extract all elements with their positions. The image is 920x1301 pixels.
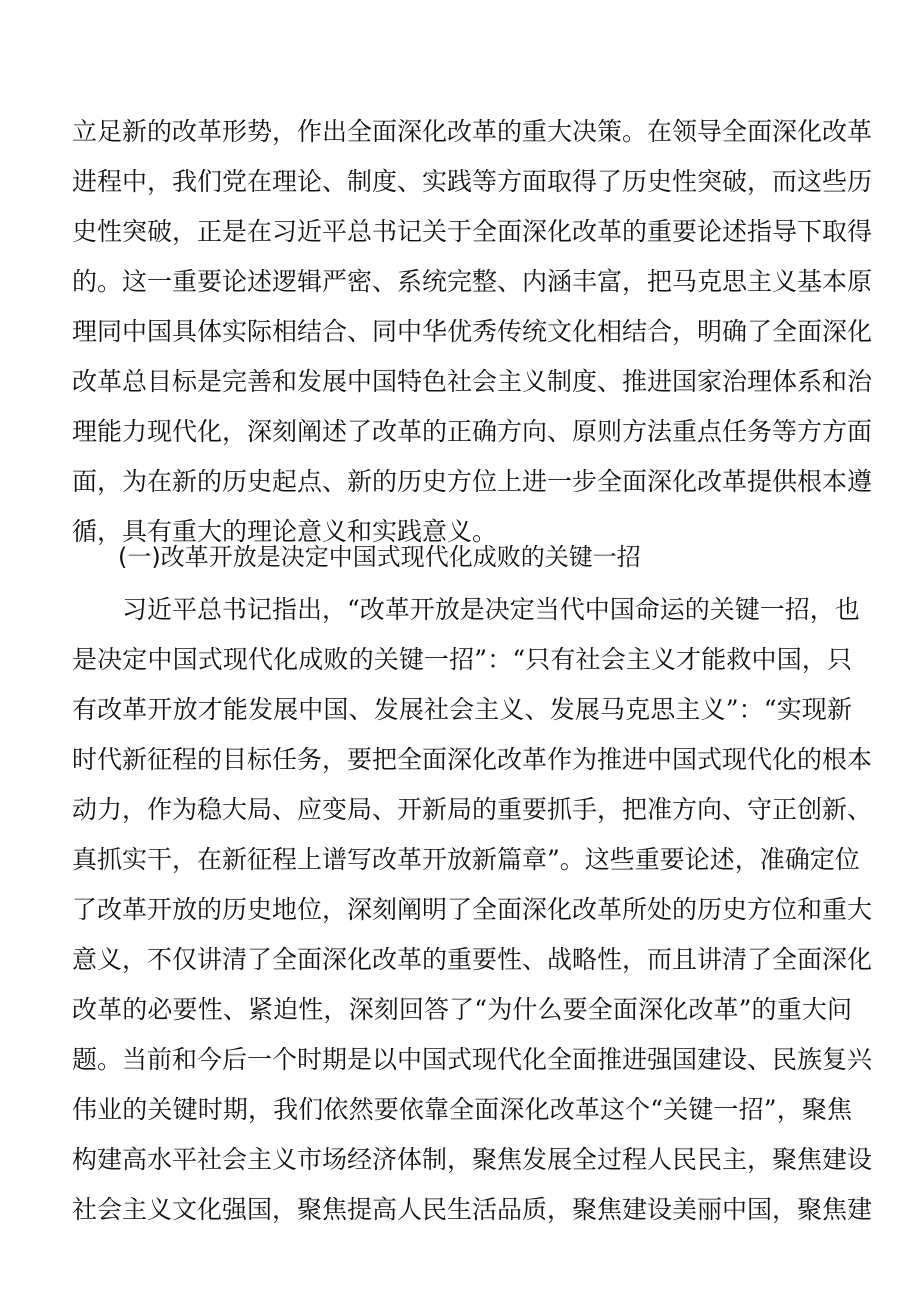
- paragraph1-line: 的。这一重要论述逻辑严密、系统完整、内涵丰富，把马克思主义基本原: [72, 267, 873, 296]
- section-heading: (一)改革开放是决定中国式现代化成败的关键一招: [118, 543, 641, 571]
- paragraph2-line: 意义，不仅讲清了全面深化改革的重要性、战略性，而且讲清了全面深化: [72, 945, 873, 974]
- paragraph1-line: 循，具有重大的理论意义和实践意义。: [72, 517, 498, 546]
- paragraph2-line: 动力，作为稳大局、应变局、开新局的重要抓手，把准方向、守正创新、: [72, 795, 873, 824]
- paragraph2-line: 了改革开放的历史地位，深刻阐明了全面深化改革所处的历史方位和重大: [72, 895, 873, 924]
- paragraph2-line: 伟业的关键时期，我们依然要依靠全面深化改革这个“关键一招”，聚焦: [72, 1095, 852, 1124]
- paragraph2-line: 习近平总书记指出，“改革开放是决定当代中国命运的关键一招，也: [122, 595, 860, 624]
- paragraph1-line: 立足新的改革形势，作出全面深化改革的重大决策。在领导全面深化改革: [72, 117, 873, 146]
- paragraph2-line: 真抓实干，在新征程上谱写改革开放新篇章”。这些重要论述，准确定位: [72, 845, 860, 874]
- paragraph2-line: 题。当前和今后一个时期是以中国式现代化全面推进强国建设、民族复兴: [72, 1045, 873, 1074]
- paragraph1-line: 面，为在新的历史起点、新的历史方位上进一步全面深化改革提供根本遵: [72, 467, 873, 496]
- paragraph1-line: 理同中国具体实际相结合、同中华优秀传统文化相结合，明确了全面深化: [72, 317, 873, 346]
- paragraph1-line: 理能力现代化，深刻阐述了改革的正确方向、原则方法重点任务等方方面: [72, 417, 873, 446]
- paragraph1-line: 进程中，我们党在理论、制度、实践等方面取得了历史性突破，而这些历: [72, 167, 873, 196]
- paragraph2-line: 改革的必要性、紧迫性，深刻回答了“为什么要全面深化改革”的重大问: [72, 995, 852, 1024]
- paragraph2-line: 构建高水平社会主义市场经济体制，聚焦发展全过程人民民主，聚焦建设: [72, 1145, 873, 1174]
- paragraph2-line: 是决定中国式现代化成败的关键一招”：“只有社会主义才能救中国，只: [72, 645, 852, 674]
- paragraph2-line: 时代新征程的目标任务，要把全面深化改革作为推进中国式现代化的根本: [72, 745, 873, 774]
- paragraph2-line: 有改革开放才能发展中国、发展社会主义、发展马克思主义”：“实现新: [72, 695, 852, 724]
- paragraph1-line: 改革总目标是完善和发展中国特色社会主义制度、推进国家治理体系和治: [72, 367, 873, 396]
- paragraph1-line: 史性突破，正是在习近平总书记关于全面深化改革的重要论述指导下取得: [72, 217, 873, 246]
- paragraph2-line: 社会主义文化强国，聚焦提高人民生活品质，聚焦建设美丽中国，聚焦建: [72, 1195, 873, 1224]
